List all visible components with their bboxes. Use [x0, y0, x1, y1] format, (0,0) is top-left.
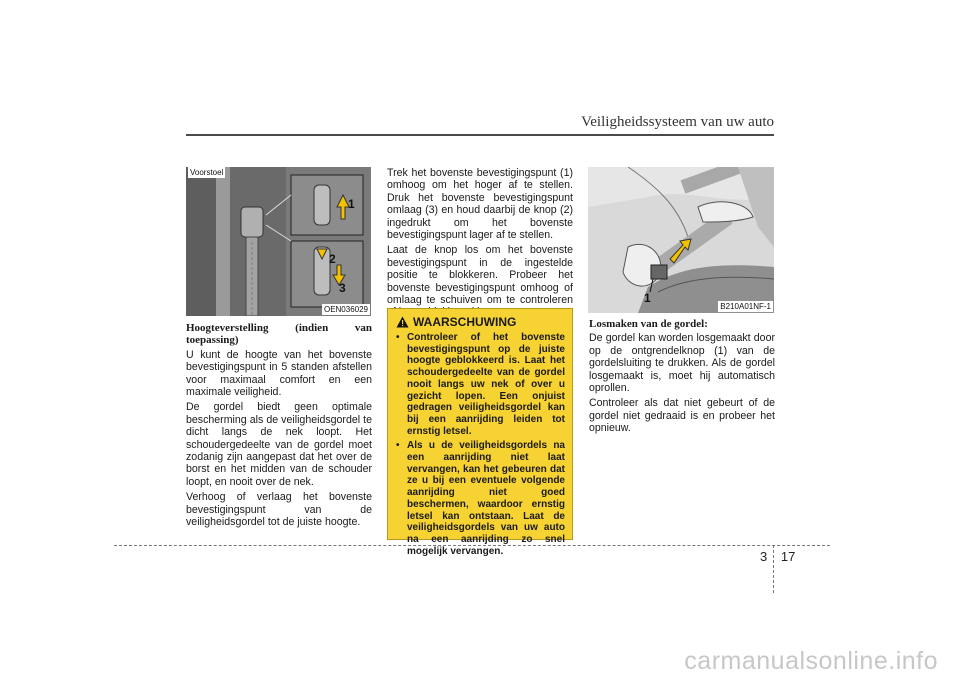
warning-header — [396, 315, 565, 329]
page-number — [740, 549, 804, 564]
column-right — [589, 318, 775, 438]
paragraph: Verhoog of verlaag het bovenste bevestigingspunt van de veiligheidsgordel tot de juiste hoogte. — [186, 491, 372, 529]
paragraph: Trek het bovenste bevestigingspunt (1) omhoog om het hoger af te stellen. Druk het bovenste bevestigingspunt omlaag (3) en houd daarbij de knop (2) ingedrukt om het bovenste bevestigingspunt lager af te stellen. — [387, 167, 573, 242]
figure-belt-release — [588, 167, 774, 313]
warning-item: • Controleer of het bovenste bevestigingspunt op de juiste hoogte geblokkeerd is. Laat het schoudergedeelte van de gordel nooit langs uw nek of over u gezicht lopen. Een onjuist gedragen veiligheidsgordel kan bij een aanrijding leiden tot ernstig letsel. — [396, 332, 565, 437]
section-heading-height-adjustment: Hoogteverstelling (indien van toepassing) — [186, 322, 372, 347]
header-divider — [186, 134, 774, 136]
paragraph: De gordel kan worden losgemaakt door op de ontgrendelknop (1) van de gordelsluiting te drukken. Als de gordel losgemaakt is, moet hij automatisch oprollen. — [589, 332, 775, 395]
paragraph: De gordel biedt geen optimale bescherming als de veiligheidsgordel te dicht langs de nek loopt. Het schoudergedeelte van de gordel moet zodanig zijn aangepast dat het over de borst en het midden van de schouder loopt, en nooit over de nek. — [186, 401, 372, 488]
callout-1: 1 — [644, 291, 651, 305]
figure-code: B210A01NF-1 — [720, 302, 771, 311]
callout-3: 3 — [339, 281, 346, 295]
figure-code: OEN036029 — [323, 305, 368, 314]
callout-2: 2 — [329, 252, 336, 266]
watermark: carmanualsonline.info — [684, 647, 938, 675]
paragraph: Controleer als dat niet gebeurt of de gordel niet gedraaid is en probeer het opnieuw. — [589, 397, 775, 435]
warning-box — [387, 308, 573, 557]
warning-title: WAARSCHUWING — [413, 315, 517, 329]
section-heading-releasing-belt: Losmaken van de gordel: — [589, 318, 708, 330]
footer-divider — [114, 545, 830, 546]
page-number-value: 17 — [780, 549, 796, 564]
chapter-number: 3 — [760, 549, 768, 564]
paragraph: Laat de knop los om het bovenste bevestigingspunt in de ingestelde positie te blokkeren. Probeer het bovenste bevestigingspunt omhoog of omlaag te schuiven om te controleren — [387, 244, 573, 307]
figure-tag-front-seat: Voorstoel — [190, 168, 224, 177]
column-left — [186, 322, 372, 532]
paragraph: U kunt de hoogte van het bovenste bevestigingspunt in 5 standen afstellen voor maximaal comfort en een maximale veiligheid. — [186, 348, 372, 399]
column-middle — [387, 167, 573, 322]
warning-item: • Als u de veiligheidsgordels na een aanrijding niet laat vervangen, kan het gebeuren dat ze u bij een eventuele volgende aanrijding niet goed beschermen, waardoor ernstig letsel kan ontstaan. Laat de veiligheidsgordels van uw auto na een aanrijding zo snel mogelijk vervangen. — [396, 440, 565, 557]
belt-release-illustration — [588, 167, 774, 313]
section-title: Veiligheidssysteem van uw auto — [581, 114, 774, 130]
warning-list — [396, 332, 565, 557]
callout-1: 1 — [348, 197, 355, 211]
figure-height-adjuster — [186, 167, 371, 316]
warning-triangle-icon — [396, 316, 409, 328]
